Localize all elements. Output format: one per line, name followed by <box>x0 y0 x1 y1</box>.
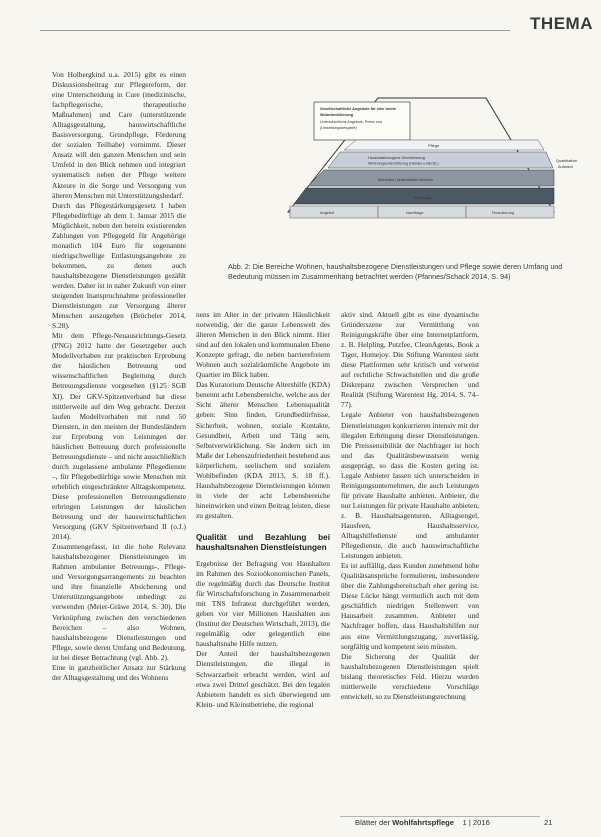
footer-rule <box>340 816 540 817</box>
figure-caption: Abb. 2: Die Bereiche Wohnen, haushaltsbezogene Dienstleistungen und Pflege sowie deren Umfang und Bedeutung müssen im Zusammenhang betrachtet werden (Pfannes/Schack 2014, S. 94) <box>228 262 563 281</box>
paragraph: nens im Alter in der privaten Häuslichkeit notwendig, der die ganze Lebenswelt des älteren Menschen in den Blick nimmt. Hier sind auf den lokalen und kommunalen Ebene Konzepte gefragt, die neben barrierefreiem Wohnen auch sozialräumliche Angebote im Quartier im Blick haben. <box>196 310 330 380</box>
band-pflege <box>344 140 544 150</box>
top-box-line-4: (Umsetzungsbeispiele) <box>320 126 357 130</box>
figure-diagram <box>228 92 580 252</box>
paragraph: Zusammengefasst, ist die hohe Relevanz haushaltsbezogener Dienstleistungen im Rahmen ambulanter Betreuungs-, Pflege- und Versorgungsarrangements zu beachten und ihre finanzielle Absicherung und Unterstützungsangebote unbedingt zu verwenden (Meier-Gräwe 2014, S. 30). Die Verknüpfung zwischen den verschiedenen Bereichen – also Wohnen, haushaltsbezogene Dienstleistungen und Pflege, sowie deren Umfang und Bedeutung, ist bei dieser Betrachtung (vgl. Abb. 2). <box>52 542 186 662</box>
right-label-line-2: Aufwand <box>558 165 573 169</box>
paragraph: Durch das Pflegestärkungsgesetz I haben Pflegebedürftige ab dem 1. Januar 2015 die Möglichkeit, neben den bereits existierenden Zahlungen von Pflegegeld für Angehörige monatlich 104 Euro für sogenannte niedrigschwellige Entlastungsangebote zu bekommen, zu denen auch haushaltsbezogene Dienstleistungen gezählt werden. Daher ist in naher Zukunft von einer steigenden Inanspruchnahme professioneller Dienstleistungen zur Versorgung älterer Menschen auszugehen (Bröcheler 2014, S.28). <box>52 200 186 331</box>
paragraph: aktiv sind. Aktuell gibt es eine dynamische Gründerszene zur Vermittlung von Reinigungskräfte über eine Internetplattform, z. B. Helpling, Putzfee, CleanAgents, Book a Tiger, Homejoy. Die Stiftung Warentest sieht diese Plattformen sehr kritisch und verweist auf rechtliche Schwachstellen und die große Diskrepanz zwischen Versprechen und Realität (Stiftung Warentest Hg. 2014, S. 74–77). <box>341 310 479 410</box>
band-haushalt-line-2: Wohnungsunterstützung (Handel u.Dienst.) <box>368 161 439 166</box>
page-number: 21 <box>544 818 553 827</box>
right-label-line-1: Quantitativer <box>556 159 578 163</box>
footer-publication <box>355 818 490 827</box>
band-haushalt-line-1: Haushaltsbezogene Dienstleistung <box>368 156 425 160</box>
band-haushalt <box>328 152 553 168</box>
paragraph: Ergebnisse der Befragung von Haushalten im Rahmen des Sozioökonomischen Panels, die regelmäßig durch das Deutsche Institut für Wirtschaftsforschung in Zusammenarbeit mit TNS Infratest durchgeführt werden, geben vor vier Millionen Haushalten aus (Institut der Deutschen Wirtschaft, 2013), die regelmäßig oder gelegentlich eine haushaltsnahe Hilfe nutzen. <box>196 558 330 649</box>
header-rule <box>40 30 510 31</box>
section-label: THEMA <box>530 14 593 33</box>
paragraph: Von Holbergkind u.a. 2015) gibt es einen Diskussionsbeitrag zur Pflegereform, der eine Unterscheidung in Cure (medizinische, fachpflegerische, therapeutische Maßnahmen) und Care (unterstützende Alltagsgestaltung, hauswirtschaftliche Basisversorgung, Grundpflege, Förderung der sozialen Teilhabe) vornimmt. Dieser Ansatz will den ganzen Menschen und sein Umfeld in den Blick nehmen und integriert systematisch neben der Pflege weitere Akteure in die Sorge und Versorgung von älteren Menschen mit Unterstützungsbedarf. <box>52 70 186 200</box>
band-pflege-label: Pflege <box>428 143 440 148</box>
top-box-line-3: Unterschiedliche Angebote, Preise und <box>320 120 382 124</box>
band-betreut-label: Betreutes / Unterstütztes Wohnen <box>378 178 434 182</box>
paragraph: Mit dem Pflege-Neuausrichtungs-Gesetz (PNG) 2012 hatte der Gesetzgeber auch Modellvorhaben zur praktischen Erprobung der häuslichen Betreuung und wissenschaftlichen Begleitung durch Betreuungsdienste vorgesehen (§125 SGB XI). Der GKV-Spitzenverband hat diese mittlerweile auf den Weg gebracht. Derzeit laufen Modellvorhaben mit rund 50 Diensten, in den meisten der Bundesländern zur Erprobung von Leistungen der häuslichen Betreuung durch professionelle Betreuungsdienste – und nicht ausschließlich durch zugelassene ambulante Pflegedienste –, für Pflegebedürftige sowie Menschen mit erheblich eingeschränkter Alltagskompetenz. Diese professionellen Betreuungsdienste erbringen Leistungen der häuslichen Betreuung und der hauswirtschaftlichen Versorgung (GKV Spitzenverband II (o.J.) 2014). <box>52 331 186 542</box>
top-box-line-2: Wohnbevölkerung <box>320 113 354 117</box>
text-column-2 <box>196 310 330 815</box>
cell-nachfrage-label: Nachfrage <box>406 211 424 215</box>
section-subheading: Qualität und Bezahlung bei haushaltsnahen Dienstleistungen <box>196 532 330 553</box>
footer-issue: 1 | 2016 <box>462 818 490 827</box>
cell-angebot-label: Angebot <box>320 211 335 215</box>
top-box-line-1: Gesellschaftliche Angebote für eine breite <box>320 107 396 111</box>
cell-finanzierung-label: Finanzierung <box>492 211 514 215</box>
paragraph: Die Sicherung der Qualität der haushaltsbezogenen Dienstleistungen spielt bislang theoretisches Feld. Hierzu wurden mittlerweile verschiedene Vorschläge entwickelt, so zu Dienstleistungsrechnung <box>341 651 479 701</box>
paragraph: Eine in ganzheitlicher Ansatz zur Stärkung der Alltagsgestaltung und des Wohnens <box>52 662 186 682</box>
footer-prefix: Blätter der <box>355 818 393 827</box>
text-column-1 <box>52 70 186 815</box>
paragraph: Der Anteil der haushaltsbezogenen Dienstleistungen, die illegal in Schwarzarbeit erbracht werden, wird auf etwa zwei Drittel geschätzt. Bei den legalen Anbietern handelt es sich überwiegend um Klein- und Kleinstbetriebe, die regional <box>196 649 330 709</box>
paragraph: Das Kuratorium Deutsche Altershilfe (KDA) benennt acht Lebensbereiche, welche aus der Sicht älterer Menschen Lebensqualität geben: Sinn finden, Grundbedürfnisse, Sicherheit, wohnen, soziale Kontakte, Gesundheit, Arbeit und Tätig sein, Selbstverwirklichung. Sie ändern sich im Maße der Lebenszufriedenheit bestehend aus körperlichem, seelischem und sozialem Wohlbefinden (KDA 2013, S. 18 ff.). Haushaltsbezogene Dienstleistungen können in viele der acht Lebensbereiche hineinwirken und einen Beitrag leisten, diese zu gestalten. <box>196 380 330 520</box>
paragraph: Es ist auffällig, dass Kunden zunehmend hohe Qualitätsansprüche formulieren, insbesondere über die Zahlungsbereitschaft eher gering ist. Diese Lücke hängt vermutlich auch mit dem geschäftlich niedrigen Stellenwert von Hausarbeit zusammen. Anbieter und Nachfrager hoffen, dass Haushaltshilfen nur aus eine Vermittlungszugang, zuverlässig, sorgfältig und kompetent sein müssten. <box>341 561 479 651</box>
paragraph: Legale Anbieter von haushaltsbezogenen Dienstleistungen konkurrieren intensiv mit der illegalen Erbringung dieser Dienstleistungen. Die Preissensibilität der Nachfrager ist hoch und das Qualitätsbewusstsein wenig ausgeprägt, so dass die Kosten gering ist. Legale Anbieter lassen sich unterscheiden in Reinigungsunternehmen, die auch Leistungen für private Haushalte anbieten. Anbieter, die nur Leistungen für private Haushalte anbieten, z. B. Haushaltsagenturen, Alltagsengel, Hausfeen, Haushaltsservice, Alltagshilfedienste und ambulanter Pflegedienste, die auch hauswirtschaftliche Leistungen anbieten. <box>341 410 479 561</box>
footer-title: Wohlfahrtspflege <box>392 818 455 827</box>
band-fuehren-label: Fühhrungs <box>414 196 432 200</box>
text-column-3 <box>341 310 479 815</box>
